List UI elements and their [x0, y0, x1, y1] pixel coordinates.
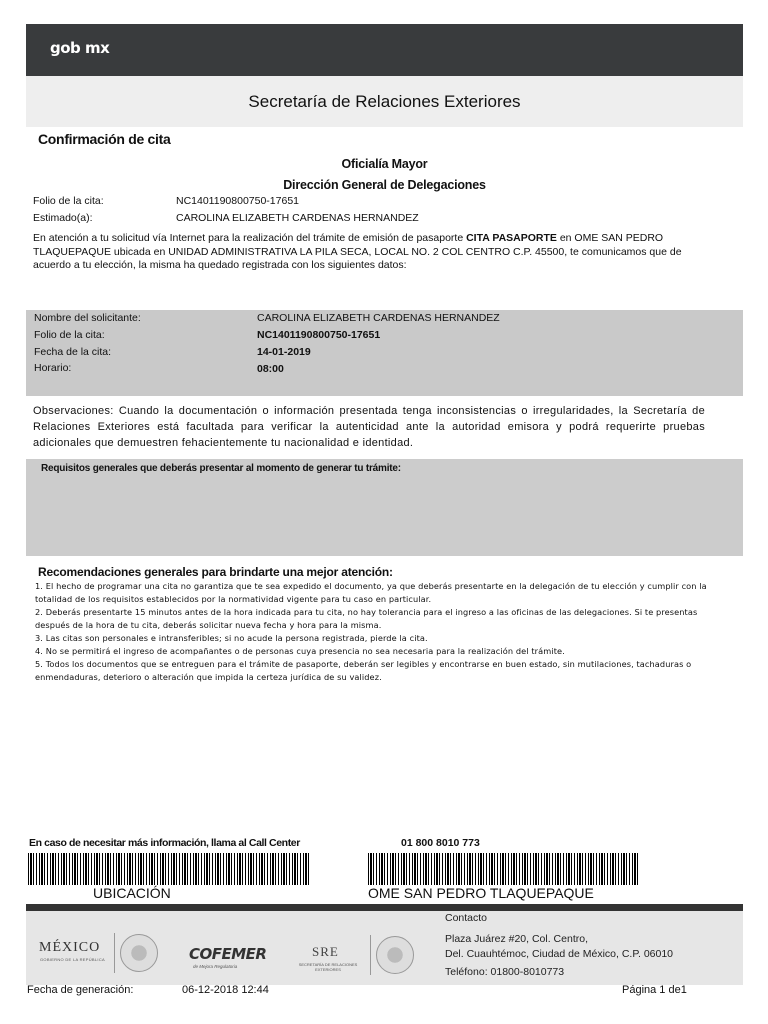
sre-logo-subtitle: SECRETARÍA DE RELACIONES EXTERIORES: [298, 962, 358, 972]
appt-date-label: Fecha de la cita:: [34, 346, 112, 358]
list-item: 1. El hecho de programar una cita no garantiza que te sea expedido el documento, ya que deberás presentarte en la delegación de tu elección y cumplir con la totalidad de los requisitos establecidos por la normatividad vigente para tu caso en particular.: [35, 581, 707, 604]
list-item: 2. Deberás presentarte 15 minutos antes de la hora indicada para tu cita, no hay tolerancia para el ingreso a las oficinas de las delegaciones. Si te presentas después de la hora de tu cita, deberás solicitar nueva fecha y hora para la misma.: [35, 607, 698, 630]
callcenter-phone: 01 800 8010 773: [401, 837, 480, 849]
contact-address-line2: Del. Cuauhtémoc, Ciudad de México, C.P. 06010: [445, 948, 674, 960]
contact-address-line1: Plaza Juárez #20, Col. Centro,: [445, 933, 588, 945]
appt-time-value: 08:00: [257, 363, 284, 375]
observations-paragraph: Observaciones: Cuando la documentación o información presentada tenga inconsistencias o irregularidades, la Secretaría de Relaciones Exteriores está facultada para verificar la autenticidad ante la autoridad emisora y podrá requerirte pruebas adicionales que demuestren fehacientemente tu nacionalidad e identidad.: [33, 405, 705, 449]
appt-time-label: Horario:: [34, 362, 72, 374]
appt-date-value: 14-01-2019: [257, 346, 311, 358]
folio-label: Folio de la cita:: [33, 195, 104, 207]
agency-title: Secretaría de Relaciones Exteriores: [248, 92, 521, 111]
appt-folio-value: NC1401190800750-17651: [257, 329, 381, 341]
applicant-label: Nombre del solicitante:: [34, 312, 141, 324]
requirements-box: [26, 459, 743, 556]
service-name: CITA PASAPORTE: [466, 232, 557, 244]
intro-paragraph: En atención a tu solicitud vía Internet para la realización del trámite de emisión de pasaporte CITA PASAPORTE en OME SAN PEDRO TLAQUEPAQUE ubicada en UNIDAD ADMINISTRATIVA LA PILA SECA, LOCAL NO. 2 COL CENTRO C.P. 45500, te comunicamos que de acuerdo a tu elección, la misma ha quedado registrada con los siguientes datos:: [33, 232, 682, 271]
folio-value: NC1401190800750-17651: [176, 195, 299, 207]
mexico-logo: MÉXICO: [39, 940, 101, 955]
top-header-bar: [26, 24, 743, 76]
page-number: Página 1 de1: [622, 984, 687, 996]
location-barcode: [28, 853, 310, 885]
estimado-value: CAROLINA ELIZABETH CARDENAS HERNANDEZ: [176, 212, 419, 224]
callcenter-label: En caso de necesitar más información, llama al Call Center: [29, 837, 300, 849]
confirmation-title: Confirmación de cita: [38, 131, 171, 147]
contact-title: Contacto: [445, 912, 488, 924]
appt-folio-label: Folio de la cita:: [34, 329, 105, 341]
cofemer-logo: COFEMER: [189, 945, 267, 963]
list-item: 5. Todos los documentos que se entreguen para el trámite de pasaporte, deberán ser legibles y encontrarse en buen estado, sin mutilaciones, tachaduras o enmendaduras, deterioro o alteración que impida la certeza jurídica de su validez.: [35, 659, 692, 682]
generation-date-label: Fecha de generación:: [27, 984, 134, 996]
office-barcode-caption: OME SAN PEDRO TLAQUEPAQUE: [368, 885, 594, 901]
generation-date-value: 06-12-2018 12:44: [182, 984, 269, 996]
logo-divider: [114, 933, 115, 973]
appointment-details: [26, 310, 743, 396]
cofemer-logo-subtitle: de Mejora Regulatoria: [193, 964, 238, 969]
contact-phone: Teléfono: 01800-8010773: [445, 966, 565, 978]
mexico-logo-subtitle: GOBIERNO DE LA REPÚBLICA: [40, 957, 105, 962]
list-item: 4. No se permitirá el ingreso de acompañantes o de personas cuya presencia no sea necesaria para la realización del trámite.: [35, 646, 565, 656]
national-seal-icon: [120, 934, 158, 972]
agency-banner: [26, 76, 743, 127]
estimado-label: Estimado(a):: [33, 212, 93, 224]
office-title: Oficialía Mayor: [341, 157, 428, 171]
direction-title: Dirección General de Delegaciones: [283, 178, 486, 192]
applicant-value: CAROLINA ELIZABETH CARDENAS HERNANDEZ: [257, 312, 500, 324]
sre-seal-icon: [376, 936, 414, 974]
gobmx-logo[interactable]: gob mx: [50, 39, 110, 57]
requirements-title: Requisitos generales que deberás presentar al momento de generar tu trámite:: [41, 463, 401, 474]
logo-divider: [370, 935, 371, 975]
recommendations-title: Recomendaciones generales para brindarte una mejor atención:: [38, 565, 393, 579]
footer-divider: [26, 904, 743, 911]
office-barcode: [368, 853, 638, 885]
list-item: 3. Las citas son personales e intransferibles; si no acude la persona registrada, pierde la cita.: [35, 633, 428, 643]
sre-logo: SRE: [312, 944, 339, 959]
location-barcode-caption: UBICACIÓN: [93, 885, 171, 901]
recommendations-list: [35, 580, 725, 684]
